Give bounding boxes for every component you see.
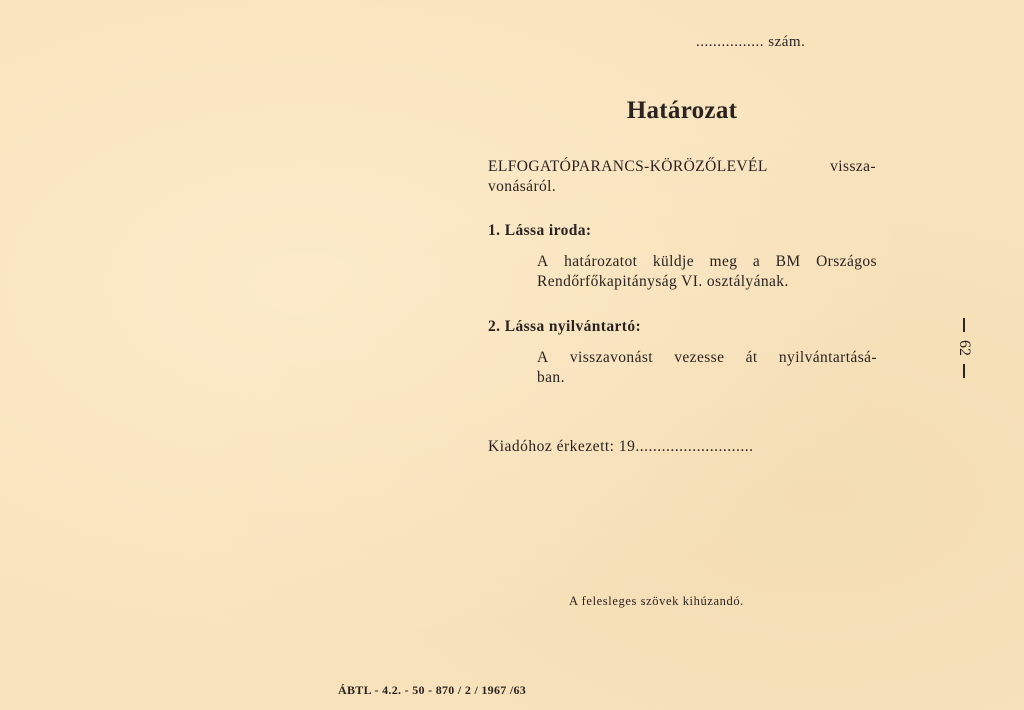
section-1-text [537, 252, 877, 292]
word: A [537, 349, 549, 366]
received-year-prefix: 19 [618, 438, 636, 455]
number-dots: ................ [696, 34, 764, 50]
word: határozatot [564, 253, 638, 270]
received-label: Kiadóhoz érkezett: [488, 438, 615, 455]
word: át [745, 349, 758, 366]
subject-line-1-left: ELFOGATÓPARANCS-KÖRÖZŐLEVÉL [488, 158, 768, 175]
side-number-dash-bottom [963, 364, 965, 378]
word: vezesse [674, 349, 725, 366]
word: nyilvántartásá- [778, 349, 877, 366]
section-2-line-1 [537, 348, 877, 368]
word: visszavonást [569, 349, 653, 366]
side-number-value: 62 [956, 340, 973, 356]
document-title: Határozat [626, 97, 738, 124]
word: meg [709, 253, 738, 270]
section-2-line-2: ban. [537, 369, 565, 386]
strike-through-note: A felesleges szövek kihúzandó. [569, 594, 744, 608]
received-date-line [488, 438, 878, 456]
section-1-heading: 1. Lássa iroda: [488, 222, 592, 239]
section-2-heading: 2. Lássa nyilvántartó: [488, 318, 642, 335]
subject-line-2: vonásáról. [488, 178, 557, 195]
word: Országos [816, 253, 877, 270]
archive-reference-footer: ÁBTL - 4.2. - 50 - 870 / 2 / 1967 /63 [338, 683, 527, 697]
subject-line-1 [488, 157, 876, 177]
section-2-text [537, 348, 877, 388]
number-label: szám. [768, 34, 806, 50]
word: A [537, 253, 549, 270]
word: BM [775, 253, 801, 270]
section-1-line-1 [537, 252, 877, 272]
word: a [752, 253, 761, 270]
section-1-line-2: Rendőrfőkapitányság VI. osztályának. [537, 273, 789, 290]
received-dots: ........................... [635, 438, 754, 455]
word: küldje [652, 253, 694, 270]
document-subject [488, 157, 876, 197]
subject-line-1-right: vissza- [830, 158, 876, 175]
document-number-line [696, 34, 805, 51]
side-page-number [940, 318, 988, 378]
